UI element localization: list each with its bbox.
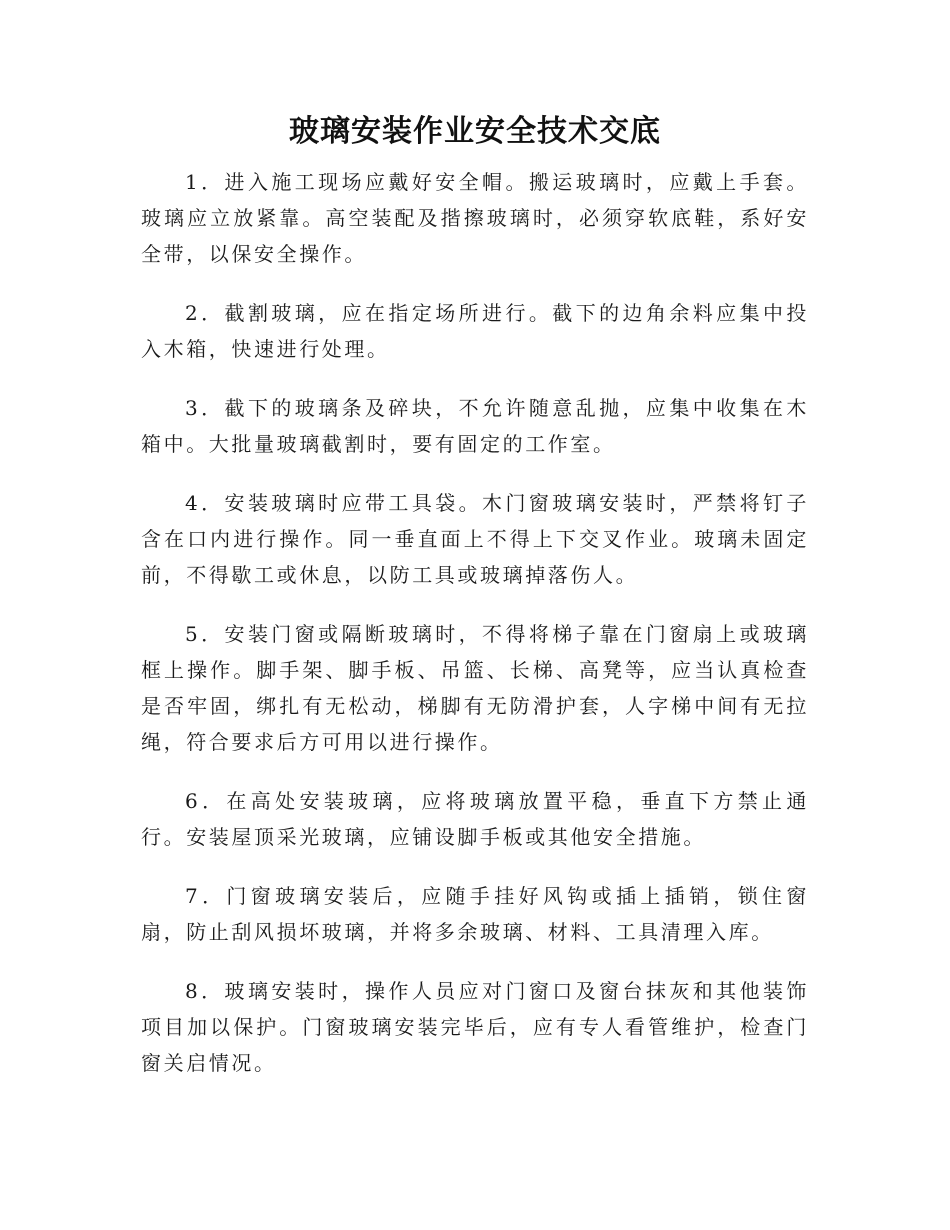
paragraph-7: 7．门窗玻璃安装后，应随手挂好风钩或插上插销，锁住窗扇，防止刮风损坏玻璃，并将多余玻璃、材料、工具清理入库。 — [141, 884, 809, 944]
paragraph-8: 8．玻璃安装时，操作人员应对门窗口及窗台抹灰和其他装饰项目加以保护。门窗玻璃安装完毕后，应有专人看管维护，检查门窗关启情况。 — [141, 979, 809, 1075]
page-title: 玻璃安装作业安全技术交底 — [289, 114, 661, 149]
paragraph-3: 3．截下的玻璃条及碎块，不允许随意乱抛，应集中收集在木箱中。大批量玻璃截割时，要有固定的工作室。 — [141, 396, 809, 456]
paragraph-2: 2．截割玻璃，应在指定场所进行。截下的边角余料应集中投入木箱，快速进行处理。 — [141, 301, 809, 361]
paragraph-5: 5．安装门窗或隔断玻璃时，不得将梯子靠在门窗扇上或玻璃框上操作。脚手架、脚手板、吊篮、长梯、高凳等，应当认真检查是否牢固，绑扎有无松动，梯脚有无防滑护套，人字梯中间有无拉绳，符合要求后方可用以进行操作。 — [141, 622, 809, 754]
document-body — [141, 164, 809, 1104]
paragraph-6: 6．在高处安装玻璃，应将玻璃放置平稳，垂直下方禁止通行。安装屋顶采光玻璃，应铺设脚手板或其他安全措施。 — [141, 789, 809, 849]
paragraph-4: 4．安装玻璃时应带工具袋。木门窗玻璃安装时，严禁将钉子含在口内进行操作。同一垂直面上不得上下交叉作业。玻璃未固定前，不得歇工或休息，以防工具或玻璃掉落伤人。 — [141, 491, 809, 587]
paragraph-1: 1．进入施工现场应戴好安全帽。搬运玻璃时，应戴上手套。玻璃应立放紧靠。高空装配及揩擦玻璃时，必须穿软底鞋，系好安全带，以保安全操作。 — [141, 170, 809, 266]
